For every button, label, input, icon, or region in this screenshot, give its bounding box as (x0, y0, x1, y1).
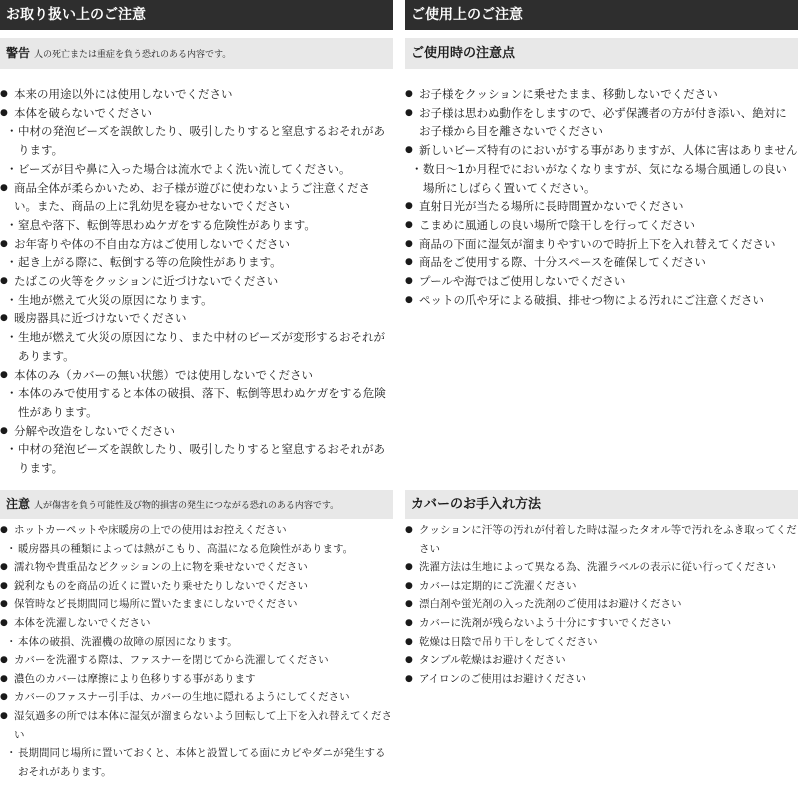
list-note: ・ 窒息や落下、転倒等思わぬケガをする危険性があります。 (0, 216, 393, 235)
list-item: ● ホットカーペットや床暖房の上での使用はお控えください (0, 521, 393, 540)
list-item: ● お子様をクッションに乗せたまま、移動しないでください (405, 85, 798, 104)
list-note: ・ 暖房器具の種類によっては熱がこもり、高温になる危険性があります。 (0, 540, 393, 559)
list-note: ・ 中材の発泡ビーズを誤飲したり、吸引したりすると窒息するおそれがあります。 (0, 122, 393, 159)
list-item: ● カバーを洗濯する際は、ファスナーを閉じてから洗濯してください (0, 651, 393, 670)
list-item: ● 商品全体が柔らかいため、お子様が遊びに使わないようご注意ください。また、商品の上に乳幼児を寝かせないでください (0, 179, 393, 216)
list-note: ・ 起き上がる際に、転倒する等の危険性があります。 (0, 253, 393, 272)
list-item: ● 本来の用途以外には使用しないでください (0, 85, 393, 104)
usage-points-bar: ご使用時の注意点 (405, 38, 798, 69)
list-item: ● 本体のみ（カバーの無い状態）では使用しないでください (0, 366, 393, 385)
caution-tag: 注意 (6, 497, 31, 511)
list-note: ・ 中材の発泡ビーズを誤飲したり、吸引したりすると窒息するおそれがあります。 (0, 440, 393, 477)
list-item: ● 新しいビーズ特有のにおいがする事がありますが、人体に害はありません (405, 141, 798, 160)
list-item: ● 湿気過多の所では本体に湿気が溜まらないよう回転して上下を入れ替えてください (0, 707, 393, 744)
handling-precautions-header: お取り扱い上のご注意 (0, 0, 393, 30)
care-list (405, 521, 798, 688)
list-item: ● 保管時など長期間同じ場所に置いたままにしないでください (0, 595, 393, 614)
list-item: ● たばこの火等をクッションに近づけないでください (0, 272, 393, 291)
caution-list (0, 521, 393, 781)
caution-bar (0, 490, 393, 519)
warning-list (0, 85, 393, 478)
list-item: ● カバーのファスナー引手は、カバーの生地に隠れるようにしてください (0, 688, 393, 707)
list-note: ・ 本体のみで使用すると本体の破損、落下、転倒等思わぬケガをする危険性があります。 (0, 384, 393, 421)
list-item: ● 分解や改造をしないでください (0, 422, 393, 441)
cover-care-bar: カバーのお手入れ方法 (405, 490, 798, 519)
list-item: ● 濃色のカバーは摩擦により色移りする事があります (0, 670, 393, 689)
list-item: ● 商品の下面に湿気が溜まりやすいので時折上下を入れ替えてください (405, 235, 798, 254)
usage-list (405, 85, 798, 309)
list-note: ・ 生地が燃えて火災の原因になり、また中材のビーズが変形するおそれがあります。 (0, 328, 393, 365)
list-note: ・ 本体の破損、洗濯機の故障の原因になります。 (0, 633, 393, 652)
list-item: ● 鋭利なものを商品の近くに置いたり乗せたりしないでください (0, 577, 393, 596)
list-item: ● プールや海ではご使用しないでください (405, 272, 798, 291)
list-item: ● 濡れ物や貴重品などクッションの上に物を乗せないでください (0, 558, 393, 577)
list-note: ・ 長期間同じ場所に置いておくと、本体と設置してる面にカビやダニが発生するおそれがあります。 (0, 744, 393, 781)
list-item: ● 洗濯方法は生地によって異なる為、洗濯ラベルの表示に従い行ってください (405, 558, 798, 577)
list-item: ● クッションに汗等の汚れが付着した時は湿ったタオル等で汚れをふき取ってください (405, 521, 798, 558)
usage-precautions-header: ご使用上のご注意 (405, 0, 798, 30)
list-item: ● アイロンのご使用はお避けください (405, 670, 798, 689)
list-note: ・ 数日〜1か月程でにおいがなくなりますが、気になる場合風通しの良い場所にしばらく置いてください。 (405, 160, 798, 197)
list-item: ● 本体を破らないでください (0, 104, 393, 123)
list-item: ● お年寄りや体の不自由な方はご使用しないでください (0, 235, 393, 254)
list-item: ● 直射日光が当たる場所に長時間置かないでください (405, 197, 798, 216)
list-item: ● お子様は思わぬ動作をしますので、必ず保護者の方が付き添い、絶対にお子様から目を離さないでください (405, 104, 798, 141)
list-item: ● カバーに洗剤が残らないよう十分にすすいでください (405, 614, 798, 633)
warning-bar (0, 38, 393, 69)
list-item: ● こまめに風通しの良い場所で陰干しを行ってください (405, 216, 798, 235)
list-item: ● 本体を洗濯しないでください (0, 614, 393, 633)
list-item: ● 商品をご使用する際、十分スペースを確保してください (405, 253, 798, 272)
list-item: ● タンブル乾燥はお避けください (405, 651, 798, 670)
list-note: ・ ビーズが目や鼻に入った場合は流水でよく洗い流してください。 (0, 160, 393, 179)
caution-description: 人が傷害を負う可能性及び物的損害の発生につながる恐れのある内容です。 (34, 501, 340, 511)
list-item: ● 乾燥は日陰で吊り干しをしてください (405, 633, 798, 652)
warning-tag: 警告 (6, 46, 31, 60)
list-item: ● 暖房器具に近づけないでください (0, 309, 393, 328)
list-item: ● カバーは定期的にご洗濯ください (405, 577, 798, 596)
warning-description: 人の死亡または重症を負う恐れのある内容です。 (34, 50, 232, 60)
list-item: ● 漂白剤や蛍光剤の入った洗剤のご使用はお避けください (405, 595, 798, 614)
list-item: ● ペットの爪や牙による破損、排せつ物による汚れにご注意ください (405, 291, 798, 310)
list-note: ・ 生地が燃えて火災の原因になります。 (0, 291, 393, 310)
